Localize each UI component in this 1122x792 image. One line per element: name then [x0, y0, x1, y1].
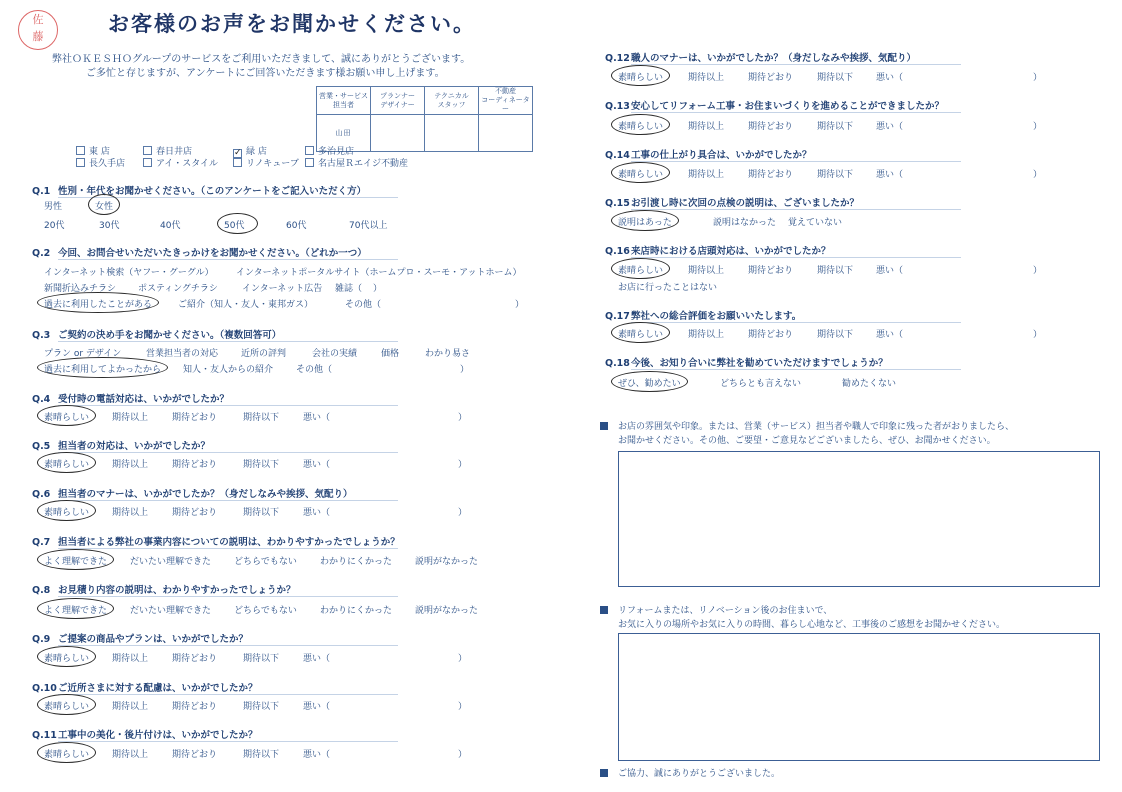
question-text: 性別・年代をお聞かせください。（このアンケートをご記入いただく方） — [58, 186, 367, 197]
answer-option[interactable]: 雑誌（ — [335, 284, 363, 294]
answer-option[interactable]: ポスティングチラシ — [138, 284, 218, 294]
selected-answer-circle — [37, 452, 96, 473]
answer-option[interactable]: 素晴らしい — [618, 170, 664, 180]
staff-header: 営業・サービス 担当者 — [317, 87, 371, 115]
selected-answer-circle — [37, 646, 96, 667]
answer-option[interactable]: 20代 — [44, 221, 65, 231]
answer-option[interactable]: どちらでもない — [234, 606, 297, 616]
question-text: 担当者による弊社の事業内容についての説明は、わかりやすかったでしょうか？ — [58, 537, 400, 548]
answer-option[interactable]: 会社の実績 — [312, 349, 358, 359]
answer-option[interactable]: 素晴らしい — [618, 122, 664, 132]
question-underline — [58, 548, 398, 549]
question-number: Q.7 — [32, 537, 51, 548]
intro-line: ご多忙と存じますが、アンケートにご回答いただきます様お願い申し上げます。 — [86, 68, 445, 79]
question-heading — [605, 243, 831, 257]
selected-answer-circle — [611, 162, 670, 183]
answer-option[interactable]: 説明はあった — [618, 218, 672, 228]
question-text: 受付時の電話対応は、いかがでしたか？ — [58, 394, 230, 405]
answer-option[interactable]: インターネット検索（ヤフー・グーグル） — [44, 268, 214, 278]
question-heading — [605, 50, 916, 64]
answer-option[interactable]: 男性 — [44, 202, 63, 212]
page-title: お客様のお声をお聞かせください。 — [108, 12, 476, 36]
store-label: アイ・スタイル — [156, 159, 219, 169]
store-label: 東 店 — [89, 147, 110, 157]
paren-close: ） — [458, 413, 468, 423]
question-heading — [32, 245, 367, 259]
intro-line: 弊社ＯＫＥＳＨＯグループのサービスをご利用いただきまして、誠にありがとうございます。 — [52, 54, 471, 65]
question-underline — [58, 694, 398, 695]
answer-option[interactable]: 30代 — [99, 221, 120, 231]
store-label: 緑 店 — [246, 147, 267, 157]
question-text: 今後、お知り合いに弊社を勧めていただけますでしょうか？ — [631, 358, 888, 369]
question-text: 来店時における店頭対応は、いかがでしたか？ — [631, 246, 831, 257]
answer-option[interactable]: 期待どおり — [748, 122, 794, 132]
answer-option[interactable]: 素晴らしい — [44, 460, 90, 470]
question-heading — [32, 391, 229, 405]
store-label: 長久手店 — [89, 159, 126, 169]
question-heading — [32, 631, 248, 645]
checkbox-icon[interactable] — [76, 158, 85, 167]
paren-close: ） — [458, 508, 468, 518]
answer-option[interactable]: インターネット広告 — [242, 284, 323, 294]
answer-option[interactable]: 50代 — [224, 221, 245, 231]
answer-option[interactable]: 期待以上 — [688, 170, 725, 180]
question-number: Q.2 — [32, 248, 51, 259]
question-underline — [58, 596, 398, 597]
staff-table — [316, 86, 533, 152]
answer-option[interactable]: 期待以下 — [243, 654, 280, 664]
answer-option[interactable]: 期待どおり — [748, 170, 794, 180]
question-heading — [32, 534, 400, 548]
answer-option[interactable]: お店に行ったことはない — [618, 283, 718, 293]
question-underline — [631, 209, 961, 210]
square-bullet-icon — [600, 769, 608, 777]
answer-option[interactable]: 女性 — [95, 202, 114, 212]
question-heading — [605, 308, 801, 322]
selected-answer-circle — [37, 694, 96, 715]
question-text: 工事中の美化・後片付けは、いかがでしたか？ — [58, 730, 258, 741]
answer-option[interactable]: どちらでもない — [234, 557, 297, 567]
answer-option[interactable]: だいたい理解できた — [130, 557, 212, 567]
question-number: Q.15 — [605, 198, 630, 209]
answer-option[interactable]: わかりにくかった — [320, 557, 393, 567]
question-number: Q.16 — [605, 246, 630, 257]
question-underline — [631, 161, 961, 162]
answer-option[interactable]: 60代 — [286, 221, 307, 231]
selected-answer-circle — [217, 213, 258, 234]
store-option[interactable] — [143, 156, 218, 169]
answer-option[interactable]: 悪い（ — [876, 122, 904, 132]
answer-option[interactable]: だいたい理解できた — [130, 606, 212, 616]
paren-close: ） — [458, 750, 468, 760]
answer-option[interactable]: 期待以上 — [112, 702, 149, 712]
question-text: 今回、お問合せいただいたきっかけをお聞かせください。（どれか一つ） — [58, 248, 367, 259]
answer-option[interactable]: ご紹介（知人・友人・東邦ガス） — [178, 300, 314, 310]
question-underline — [58, 405, 398, 406]
answer-option[interactable]: 悪い（ — [303, 413, 331, 423]
question-heading — [32, 486, 353, 500]
answer-option[interactable]: 知人・友人からの紹介 — [183, 365, 274, 375]
question-underline — [631, 64, 961, 65]
question-heading — [605, 195, 859, 209]
answer-option[interactable]: その他（ — [345, 300, 382, 310]
question-underline — [631, 322, 961, 323]
answer-option[interactable]: 期待以下 — [817, 73, 854, 83]
question-heading — [605, 147, 812, 161]
seal-char: 藤 — [32, 30, 44, 43]
selected-answer-circle — [88, 194, 120, 215]
answer-option[interactable]: 素晴らしい — [44, 413, 90, 423]
answer-option[interactable]: 期待どおり — [172, 413, 218, 423]
paren-close: ） — [1033, 266, 1043, 276]
staff-sales-name[interactable]: 山田 — [317, 115, 371, 152]
staff-technical-cell[interactable] — [425, 115, 479, 152]
store-label: 多治見店 — [318, 147, 355, 157]
answer-option[interactable]: どちらとも言えない — [720, 379, 802, 389]
answer-option[interactable]: 価格 — [381, 349, 400, 359]
answer-option[interactable]: 期待以下 — [243, 508, 280, 518]
answer-option[interactable]: 新聞折込みチラシ — [44, 284, 117, 294]
question-heading — [32, 680, 258, 694]
answer-option[interactable]: 期待どおり — [172, 750, 218, 760]
store-option[interactable] — [305, 156, 408, 169]
selected-answer-circle — [37, 598, 114, 619]
staff-header: 不動産 コーディネーター — [479, 87, 533, 115]
question-text: お引渡し時に次回の点検の説明は、ございましたか？ — [631, 198, 860, 209]
answer-option[interactable]: 期待以上 — [688, 122, 725, 132]
question-underline — [631, 369, 961, 370]
answer-option[interactable]: 期待以下 — [243, 702, 280, 712]
answer-option[interactable]: 説明がなかった — [415, 557, 479, 567]
answer-option[interactable]: 期待以下 — [243, 413, 280, 423]
store-label: 名古屋Ｒエイジ不動産 — [318, 159, 409, 169]
answer-option[interactable]: 期待どおり — [748, 73, 794, 83]
question-text: 職人のマナーは、いかがでしたか？（身だしなみや挨拶、気配り） — [631, 53, 917, 64]
seal-stamp — [18, 10, 58, 50]
selected-answer-circle — [611, 322, 670, 343]
selected-answer-circle — [37, 405, 96, 426]
answer-option[interactable]: 説明はなかった — [713, 218, 777, 228]
answer-option[interactable]: 期待以上 — [112, 413, 149, 423]
checkbox-icon[interactable] — [143, 158, 152, 167]
checkbox-icon[interactable] — [233, 158, 242, 167]
paren-close: ） — [515, 300, 525, 310]
answer-option[interactable]: 期待以上 — [112, 750, 149, 760]
paren-close: ） — [460, 365, 470, 375]
answer-option[interactable]: 期待以上 — [112, 460, 149, 470]
selected-answer-circle — [611, 258, 670, 279]
answer-option[interactable]: 悪い（ — [303, 508, 331, 518]
answer-option[interactable]: 期待以下 — [817, 330, 854, 340]
question-number: Q.1 — [32, 186, 51, 197]
comment-prompt: リフォームまたは、リノベーション後のお住まいで、 — [618, 606, 833, 616]
question-number: Q.12 — [605, 53, 630, 64]
answer-option[interactable]: 期待どおり — [748, 330, 794, 340]
staff-planner-cell[interactable] — [371, 115, 425, 152]
answer-option[interactable]: 勧めたくない — [842, 379, 897, 389]
question-number: Q.11 — [32, 730, 57, 741]
comment-prompt: お気に入りの場所やお気に入りの時間、暮らし心地など、工事後のご感想をお聞かせください。 — [618, 620, 1006, 630]
question-heading — [605, 98, 944, 112]
question-heading — [32, 727, 258, 741]
question-text: ご近所さまに対する配慮は、いかがでしたか？ — [58, 683, 258, 694]
answer-option[interactable]: 素晴らしい — [618, 266, 664, 276]
store-option[interactable] — [76, 156, 125, 169]
answer-option[interactable]: インターネットポータルサイト（ホームプロ・スーモ・アットホーム） — [236, 268, 522, 278]
question-number: Q.4 — [32, 394, 51, 405]
question-text: 弊社への総合評価をお願いいたします。 — [631, 311, 802, 322]
answer-option[interactable]: 悪い（ — [303, 702, 331, 712]
staff-header: テクニカル スタッフ — [425, 87, 479, 115]
answer-option[interactable]: 期待どおり — [172, 460, 218, 470]
store-option[interactable] — [233, 156, 299, 169]
answer-option[interactable]: 素晴らしい — [44, 508, 90, 518]
answer-option[interactable]: 素晴らしい — [618, 73, 664, 83]
answer-option[interactable]: 覚えていない — [788, 218, 843, 228]
answer-option[interactable]: 悪い（ — [303, 460, 331, 470]
question-number: Q.18 — [605, 358, 630, 369]
selected-answer-circle — [611, 65, 670, 86]
answer-option[interactable]: 素晴らしい — [44, 702, 90, 712]
footer-text: ご協力、誠にありがとうございました。 — [618, 769, 781, 779]
paren-close: ） — [1033, 170, 1043, 180]
paren-close: ） — [373, 284, 383, 294]
checkbox-icon[interactable] — [76, 146, 85, 155]
answer-option[interactable]: 悪い（ — [876, 73, 904, 83]
question-heading — [32, 327, 281, 341]
paren-close: ） — [1033, 122, 1043, 132]
answer-option[interactable]: 期待どおり — [172, 654, 218, 664]
paren-close: ） — [1033, 73, 1043, 83]
store-label: 春日井店 — [156, 147, 193, 157]
answer-option[interactable]: 期待以上 — [688, 73, 725, 83]
question-text: 担当者の対応は、いかがでしたか？ — [58, 441, 211, 452]
staff-header: プランナー デザイナー — [371, 87, 425, 115]
question-heading — [32, 183, 366, 197]
seal-char: 佐 — [32, 13, 44, 26]
answer-option[interactable]: 40代 — [160, 221, 181, 231]
answer-option[interactable]: 過去に利用したことがある — [44, 300, 153, 310]
selected-answer-circle — [611, 210, 679, 231]
answer-option[interactable]: 悪い（ — [876, 330, 904, 340]
question-number: Q.14 — [605, 150, 630, 161]
selected-answer-circle — [37, 742, 96, 763]
question-text: 工事の仕上がり具合は、いかがでしたか？ — [631, 150, 812, 161]
answer-option[interactable]: ぜひ、勧めたい — [618, 379, 681, 389]
question-number: Q.13 — [605, 101, 630, 112]
question-text: ご提案の商品やプランは、いかがでしたか？ — [58, 634, 249, 645]
answer-option[interactable]: 近所の評判 — [241, 349, 287, 359]
footer — [600, 766, 780, 779]
question-heading — [605, 355, 888, 369]
checkbox-icon[interactable] — [305, 158, 314, 167]
answer-option[interactable]: 営業担当者の対応 — [146, 349, 219, 359]
answer-option[interactable]: 説明がなかった — [415, 606, 479, 616]
selected-answer-circle — [37, 292, 159, 313]
answer-option[interactable]: 過去に利用してよかったから — [44, 365, 162, 375]
answer-option[interactable]: 期待どおり — [748, 266, 794, 276]
selected-answer-circle — [37, 357, 168, 378]
answer-option[interactable]: 期待以上 — [688, 266, 725, 276]
square-bullet-icon — [600, 606, 608, 614]
comment-box-1[interactable] — [618, 451, 1100, 587]
question-underline — [58, 452, 398, 453]
answer-option[interactable]: 期待以上 — [112, 654, 149, 664]
selected-answer-circle — [37, 500, 96, 521]
question-heading — [32, 582, 296, 596]
answer-option[interactable]: わかりにくかった — [320, 606, 393, 616]
answer-option[interactable]: 期待どおり — [172, 702, 218, 712]
question-underline — [58, 645, 398, 646]
answer-option[interactable]: わかり易さ — [425, 349, 471, 359]
question-underline — [58, 341, 398, 342]
answer-option[interactable]: 期待以下 — [817, 266, 854, 276]
checkbox-icon[interactable]: ✓ — [234, 148, 242, 158]
answer-option[interactable]: その他（ — [296, 365, 333, 375]
staff-realestate-cell[interactable] — [479, 115, 533, 152]
answer-option[interactable]: 素晴らしい — [44, 654, 90, 664]
question-underline — [631, 257, 961, 258]
answer-option[interactable]: 期待以上 — [688, 330, 725, 340]
comment-box-2[interactable] — [618, 633, 1100, 761]
question-text: お見積り内容の説明は、わかりやすかったでしょうか？ — [58, 585, 296, 596]
answer-option[interactable]: 悪い（ — [876, 170, 904, 180]
question-underline — [58, 259, 398, 260]
question-text: 安心してリフォーム工事・お住まいづくりを進めることができましたか？ — [631, 101, 945, 112]
selected-answer-circle — [611, 371, 688, 392]
question-number: Q.6 — [32, 489, 51, 500]
question-text: ご契約の決め手をお聞かせください。（複数回答可） — [58, 330, 282, 341]
answer-option[interactable]: プラン or デザイン — [44, 349, 122, 359]
selected-answer-circle — [37, 549, 114, 570]
answer-option[interactable]: 期待以下 — [817, 122, 854, 132]
question-number: Q.8 — [32, 585, 51, 596]
checkbox-icon[interactable] — [305, 146, 314, 155]
question-underline — [58, 500, 398, 501]
paren-close: ） — [1033, 330, 1043, 340]
question-number: Q.17 — [605, 311, 630, 322]
question-number: Q.5 — [32, 441, 51, 452]
comment-section-1-heading — [600, 419, 1014, 432]
answer-option[interactable]: 期待以下 — [243, 460, 280, 470]
question-number: Q.10 — [32, 683, 57, 694]
question-number: Q.9 — [32, 634, 51, 645]
paren-close: ） — [458, 654, 468, 664]
paren-close: ） — [458, 460, 468, 470]
comment-prompt: お聞かせください。その他、ご要望・ご意見などございましたら、ぜひ、お聞かせください。 — [618, 436, 996, 446]
square-bullet-icon — [600, 422, 608, 430]
question-number: Q.3 — [32, 330, 51, 341]
answer-option[interactable]: 期待以下 — [817, 170, 854, 180]
question-underline — [58, 741, 398, 742]
selected-answer-circle — [611, 114, 670, 135]
question-text: 担当者のマナーは、いかがでしたか？（身だしなみや挨拶、気配り） — [58, 489, 353, 500]
answer-option[interactable]: 期待以下 — [243, 750, 280, 760]
answer-option[interactable]: よく理解できた — [44, 606, 108, 616]
comment-prompt: お店の雰囲気や印象。または、営業（サービス）担当者や職人で印象に残った者がおりましたら、 — [618, 422, 1015, 432]
answer-option[interactable]: 悪い（ — [303, 654, 331, 664]
answer-option[interactable]: 素晴らしい — [618, 330, 664, 340]
checkbox-icon[interactable] — [143, 146, 152, 155]
question-underline — [631, 112, 961, 113]
answer-option[interactable]: 悪い（ — [876, 266, 904, 276]
question-heading — [32, 438, 210, 452]
answer-option[interactable]: よく理解できた — [44, 557, 108, 567]
store-label: リノキューブ — [246, 159, 299, 169]
answer-option[interactable]: 期待どおり — [172, 508, 218, 518]
answer-option[interactable]: 素晴らしい — [44, 750, 90, 760]
comment-section-2-heading — [600, 603, 832, 616]
answer-option[interactable]: 70代以上 — [349, 221, 388, 231]
answer-option[interactable]: 期待以上 — [112, 508, 149, 518]
answer-option[interactable]: 悪い（ — [303, 750, 331, 760]
paren-close: ） — [458, 702, 468, 712]
